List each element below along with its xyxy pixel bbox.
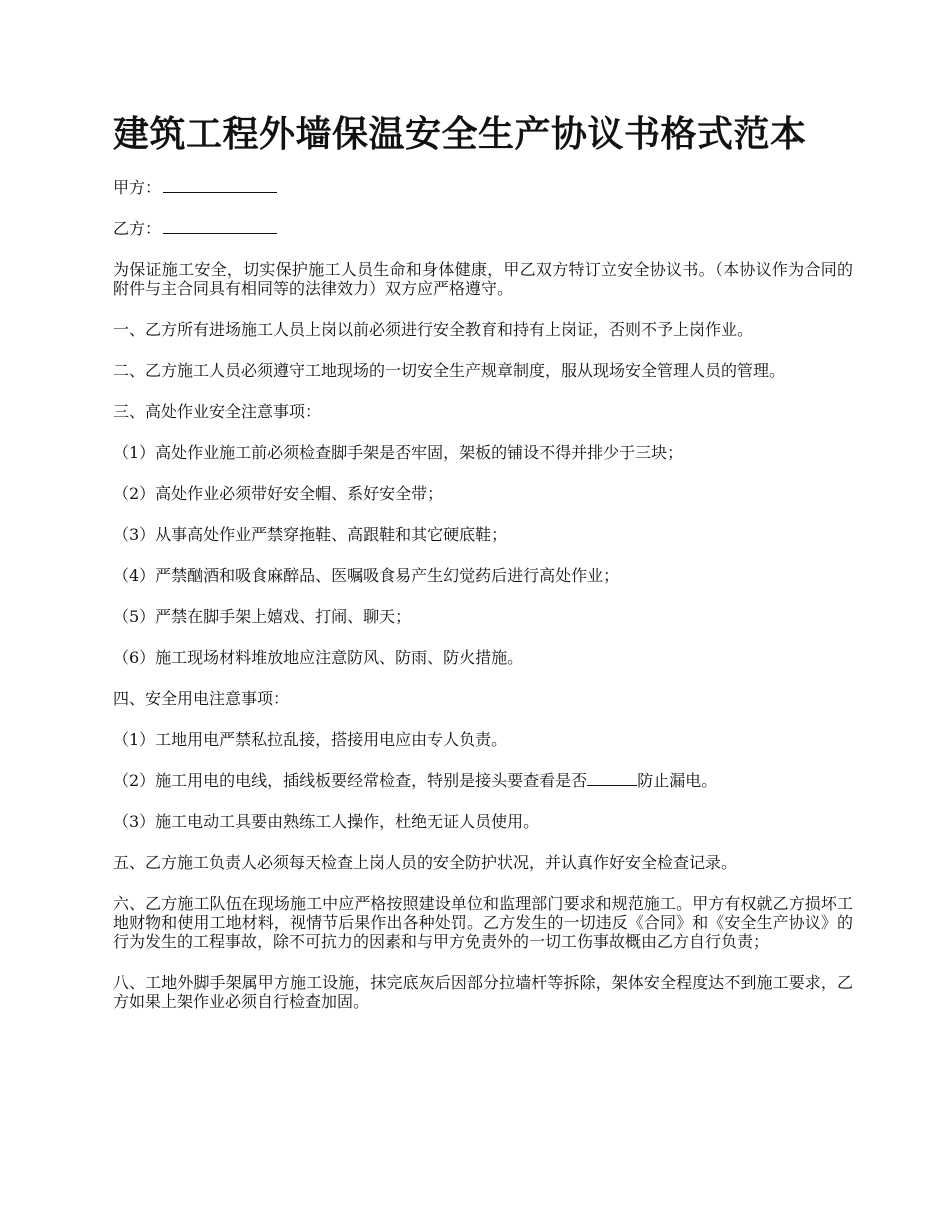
clause-3-item: （2）高处作业必须带好安全帽、系好安全带； bbox=[113, 484, 444, 503]
clause-4-heading: 四、安全用电注意事项： bbox=[113, 689, 290, 708]
clause-4-item-1: （1）工地用电严禁私拉乱接，搭接用电应由专人负责。 bbox=[113, 730, 508, 749]
clause-3-item: （6）施工现场材料堆放地应注意防风、防雨、防火措施。 bbox=[113, 648, 524, 667]
clause-3-heading: 三、高处作业安全注意事项： bbox=[113, 402, 322, 421]
clause-1: 一、乙方所有进场施工人员上岗以前必须进行安全教育和持有上岗证，否则不予上岗作业。 bbox=[113, 320, 754, 339]
clause-4-item-3: （3）施工电动工具要由熟练工人操作，杜绝无证人员使用。 bbox=[113, 812, 540, 831]
party-b-label: 乙方： bbox=[113, 219, 162, 238]
clause-2: 二、乙方施工人员必须遵守工地现场的一切安全生产规章制度，服从现场安全管理人员的管理。 bbox=[113, 361, 786, 380]
clause-6: 六、乙方施工队伍在现场施工中应严格按照建设单位和监理部门要求和规范施工。甲方有权就乙方损坏工地财物和使用工地材料，视情节后果作出各种处罚。乙方发生的一切违反《合同》和《安全生产协议》的行为发生的工程事故，除不可抗力的因素和与甲方免责外的一切工伤事故概由乙方自行负责； bbox=[113, 894, 853, 951]
intro-paragraph: 为保证施工安全，切实保护施工人员生命和身体健康，甲乙双方特订立安全协议书。（本协议作为合同的附件与主合同具有相同等的法律效力）双方应严格遵守。 bbox=[113, 260, 853, 298]
party-b-row bbox=[113, 219, 853, 238]
document-page bbox=[113, 106, 853, 1033]
clause-3-item: （5）严禁在脚手架上嬉戏、打闹、聊天； bbox=[113, 607, 412, 626]
fill-in-blank bbox=[587, 771, 637, 786]
party-a-blank bbox=[163, 178, 277, 193]
clause-4-item-2-after: 防止漏电。 bbox=[637, 771, 718, 790]
document-title: 建筑工程外墙保温安全生产协议书格式范本 bbox=[113, 114, 807, 155]
clause-3-item: （1）高处作业施工前必须检查脚手架是否牢固，架板的铺设不得并排少于三块； bbox=[113, 443, 684, 462]
party-a-label: 甲方： bbox=[113, 178, 162, 197]
clause-3-item: （4）严禁酗酒和吸食麻醉品、医嘱吸食易产生幻觉药后进行高处作业； bbox=[113, 566, 620, 585]
clause-5: 五、乙方施工负责人必须每天检查上岗人员的安全防护状况，并认真作好安全检查记录。 bbox=[113, 853, 738, 872]
clause-3-item: （3）从事高处作业严禁穿拖鞋、高跟鞋和其它硬底鞋； bbox=[113, 525, 508, 544]
party-b-blank bbox=[163, 219, 277, 234]
clause-4-item-2 bbox=[113, 771, 853, 790]
clause-4-item-2-before: （2）施工用电的电线，插线板要经常检查，特别是接头要查看是否 bbox=[113, 771, 588, 790]
clause-8: 八、工地外脚手架属甲方施工设施，抹完底灰后因部分拉墙杆等拆除，架体安全程度达不到施工要求，乙方如果上架作业必须自行检查加固。 bbox=[113, 973, 853, 1011]
party-a-row bbox=[113, 178, 853, 197]
